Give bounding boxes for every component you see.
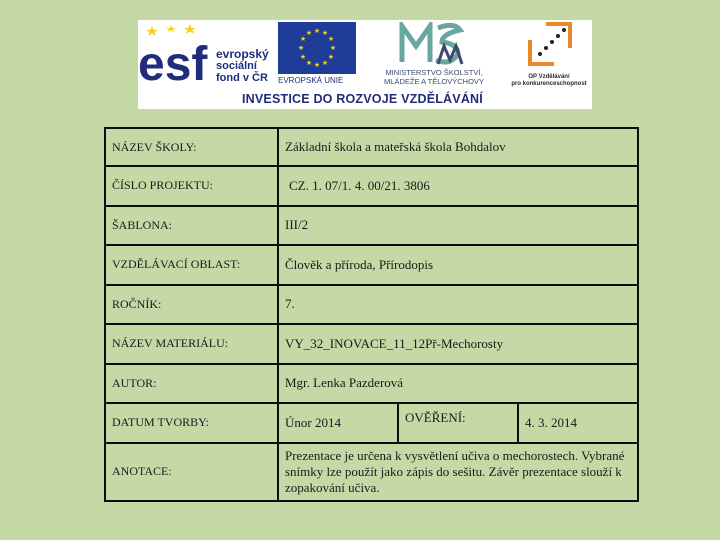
svg-text:★: ★ xyxy=(305,59,313,67)
msmt-text xyxy=(364,68,504,86)
op-text xyxy=(506,74,592,88)
svg-text:★: ★ xyxy=(329,44,337,52)
svg-text:★: ★ xyxy=(305,29,313,37)
area-value: Člověk a příroda, Přírodopis xyxy=(278,245,638,285)
esf-line-3: fond v ČR xyxy=(216,72,268,84)
svg-text:★: ★ xyxy=(321,29,329,37)
esf-mark-icon xyxy=(138,22,216,86)
svg-text:★: ★ xyxy=(327,35,335,43)
msmt-line-1: MINISTERSTVO ŠKOLSTVÍ, xyxy=(385,68,483,77)
table-row-material xyxy=(105,324,638,364)
author-label: AUTOR: xyxy=(105,364,278,404)
msmt-logo xyxy=(364,22,504,86)
grade-label: ROČNÍK: xyxy=(105,285,278,325)
project-label: ČÍSLO PROJEKTU: xyxy=(105,166,278,206)
verified-value: 4. 3. 2014 xyxy=(518,403,638,443)
template-label: ŠABLONA: xyxy=(105,206,278,246)
svg-text:esf: esf xyxy=(138,38,208,86)
banner-slogan: INVESTICE DO ROZVOJE VZDĚLÁVÁNÍ xyxy=(242,92,483,106)
op-line-2: pro konkurenceschopnost xyxy=(511,81,587,87)
author-value: Mgr. Lenka Pazderová xyxy=(278,364,638,404)
eu-logo xyxy=(278,22,356,86)
school-value: Základní škola a mateřská škola Bohdalov xyxy=(278,128,638,166)
esf-line-2: sociální xyxy=(216,60,257,72)
verified-label: OVĚŘENÍ: xyxy=(398,403,518,443)
grade-value: 7. xyxy=(278,285,638,325)
svg-text:★: ★ xyxy=(299,53,307,61)
esf-text xyxy=(216,48,269,84)
svg-text:★: ★ xyxy=(327,53,335,61)
table-row-annotation xyxy=(105,443,638,501)
op-logo xyxy=(506,20,592,88)
eu-flag-icon xyxy=(278,22,356,74)
table-row-project xyxy=(105,166,638,206)
table-row-area xyxy=(105,245,638,285)
created-label: DATUM TVORBY: xyxy=(105,403,278,443)
annotation-label: ANOTACE: xyxy=(105,443,278,501)
msmt-mark-icon xyxy=(398,22,468,66)
eu-label: EVROPSKÁ UNIE xyxy=(278,76,344,85)
esf-logo xyxy=(138,22,268,86)
logo-banner xyxy=(138,20,592,109)
annotation-value: Prezentace je určena k vysvětlení učiva o mechorostech. Vybrané snímky lze použít jako zápis do sešitu. Závěr prezentace slouží k zopakování učiva. xyxy=(278,443,638,501)
school-label: NÁZEV ŠKOLY: xyxy=(105,128,278,166)
table-row-date xyxy=(105,403,638,443)
created-value: Únor 2014 xyxy=(278,403,398,443)
op-line-1: OP Vzdělávání xyxy=(528,74,570,80)
op-mark-icon xyxy=(526,20,574,68)
table-row-grade xyxy=(105,285,638,325)
svg-text:★: ★ xyxy=(299,35,307,43)
material-value: VY_32_INOVACE_11_12Př-Mechorosty xyxy=(278,324,638,364)
svg-text:★: ★ xyxy=(297,44,305,52)
table-row-school xyxy=(105,128,638,166)
table-row-template xyxy=(105,206,638,246)
project-info-table xyxy=(104,127,639,502)
svg-text:★: ★ xyxy=(313,61,321,69)
area-label: VZDĚLÁVACÍ OBLAST: xyxy=(105,245,278,285)
svg-text:★: ★ xyxy=(313,27,321,35)
svg-text:★: ★ xyxy=(321,59,329,67)
project-value: CZ. 1. 07/1. 4. 00/21. 3806 xyxy=(278,166,638,206)
material-label: NÁZEV MATERIÁLU: xyxy=(105,324,278,364)
esf-line-1: evropský xyxy=(216,47,269,61)
template-value: III/2 xyxy=(278,206,638,246)
msmt-line-2: MLÁDEŽE A TĚLOVÝCHOVY xyxy=(384,77,484,86)
table-row-author xyxy=(105,364,638,404)
